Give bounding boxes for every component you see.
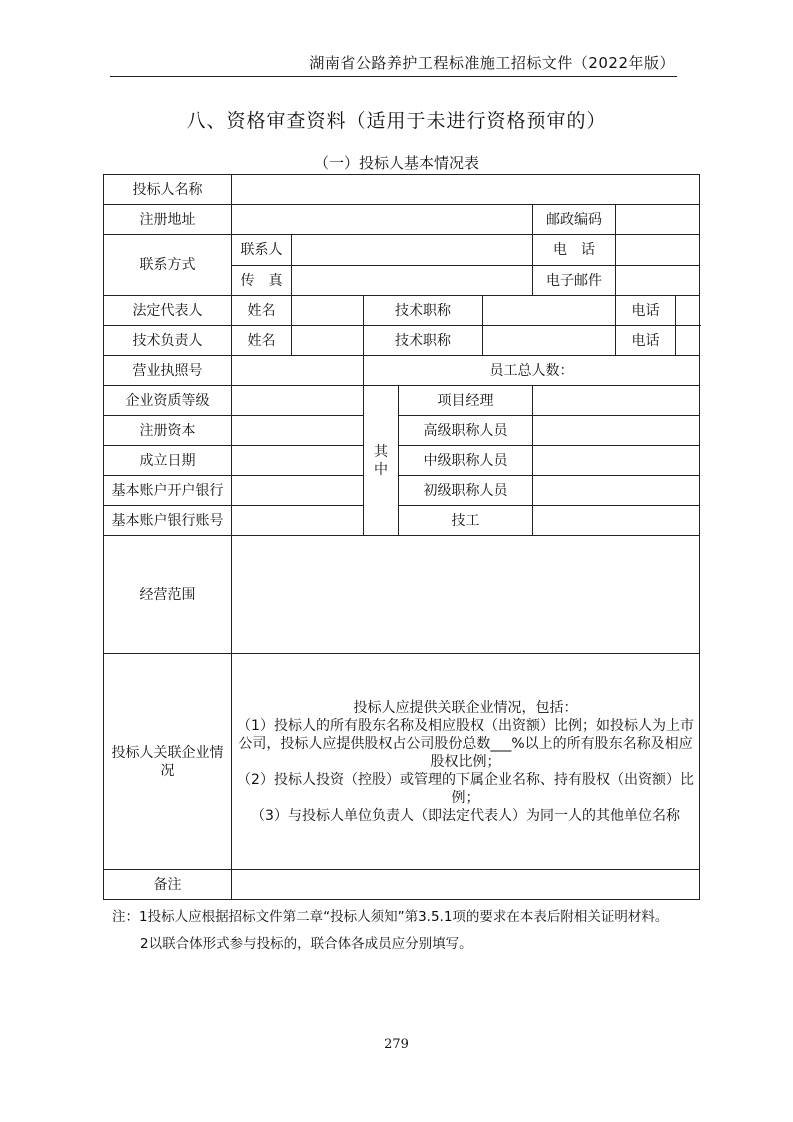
section-title: 八、资格审查资料（适用于未进行资格预审的） <box>186 110 607 132</box>
header-rule <box>110 76 677 77</box>
tech-head-title-cell[interactable] <box>483 326 616 356</box>
related-line: （3）与投标人单位负责人（即法定代表人）为同一人的其他单位名称 <box>251 807 680 824</box>
qual-grade-cell[interactable] <box>232 386 364 416</box>
business-scope-label: 经营范围 <box>104 536 232 654</box>
bank-account-label: 基本账户银行账号 <box>104 506 232 536</box>
legal-rep-title-label: 技术职称 <box>364 296 483 326</box>
remarks-label: 备注 <box>104 870 232 900</box>
legal-rep-title-cell[interactable] <box>483 296 616 326</box>
related-line: 例； <box>451 789 480 806</box>
contact-person-cell[interactable] <box>292 235 533 266</box>
tech-head-label: 技术负责人 <box>104 326 232 356</box>
running-header: 湖南省公路养护工程标准施工招标文件（2022年版） <box>309 54 675 72</box>
worker-cell[interactable] <box>533 506 700 536</box>
table-row <box>104 205 700 235</box>
note-2: 2以联合体形式参与投标的，联合体各成员应分别填写。 <box>140 936 473 952</box>
worker-label: 技工 <box>399 506 533 536</box>
tech-head-phone-cell[interactable] <box>676 326 700 356</box>
bank-name-cell[interactable] <box>232 476 364 506</box>
fax-label: 传 真 <box>232 266 292 296</box>
contact-method-label: 联系方式 <box>104 235 232 296</box>
table-row <box>104 175 700 205</box>
table-row <box>104 356 700 386</box>
tech-head-name-cell[interactable] <box>292 326 364 356</box>
related-line: （2）投标人投资（控股）或管理的下属企业名称、持有股权（出资额）比 <box>237 771 694 788</box>
table-row <box>104 446 700 476</box>
related-line: 投标人应提供关联企业情况，包括： <box>353 699 578 716</box>
table-row <box>104 296 700 326</box>
postal-code-cell[interactable] <box>616 205 700 235</box>
table-title: （一）投标人基本情况表 <box>313 154 479 172</box>
bidder-info-table <box>103 174 700 900</box>
phone-cell[interactable] <box>616 235 700 266</box>
pm-label: 项目经理 <box>399 386 533 416</box>
table-row <box>104 235 700 266</box>
table-row <box>104 386 700 416</box>
related-line: 公司，投标人应提供股权占公司股份总数___%以上的所有股东名称及相应 <box>238 735 693 752</box>
table-row <box>104 536 700 654</box>
table-row <box>104 870 700 900</box>
license-no-cell[interactable] <box>232 356 364 386</box>
middle-cell[interactable] <box>533 446 700 476</box>
contact-person-label: 联系人 <box>232 235 292 266</box>
bidder-name-cell[interactable] <box>232 175 700 205</box>
bank-account-cell[interactable] <box>232 506 364 536</box>
related-label-line-2: 况 <box>160 762 175 779</box>
notes <box>112 904 712 958</box>
senior-cell[interactable] <box>533 416 700 446</box>
legal-rep-phone-cell[interactable] <box>676 296 700 326</box>
legal-rep-name-label: 姓名 <box>232 296 292 326</box>
related-text-cell[interactable] <box>232 654 700 870</box>
email-label: 电子邮件 <box>533 266 616 296</box>
business-scope-cell[interactable] <box>232 536 700 654</box>
senior-label: 高级职称人员 <box>399 416 533 446</box>
reg-address-label: 注册地址 <box>104 205 232 235</box>
email-cell[interactable] <box>616 266 700 296</box>
among-label <box>364 386 399 536</box>
tech-head-title-label: 技术职称 <box>364 326 483 356</box>
middle-label: 中级职称人员 <box>399 446 533 476</box>
tech-head-name-label: 姓名 <box>232 326 292 356</box>
related-label <box>104 654 232 870</box>
legal-rep-label: 法定代表人 <box>104 296 232 326</box>
qual-grade-label: 企业资质等级 <box>104 386 232 416</box>
pm-cell[interactable] <box>533 386 700 416</box>
among-char-2: 中 <box>374 461 388 478</box>
table-row <box>104 416 700 446</box>
remarks-cell[interactable] <box>232 870 700 900</box>
reg-address-cell[interactable] <box>232 205 533 235</box>
among-char-1: 其 <box>374 443 388 460</box>
tech-head-phone-label: 电话 <box>616 326 676 356</box>
fax-cell[interactable] <box>292 266 533 296</box>
page-number: 279 <box>384 1037 409 1052</box>
phone-label: 电 话 <box>533 235 616 266</box>
bidder-name-label: 投标人名称 <box>104 175 232 205</box>
related-line: （1）投标人的所有股东名称及相应股权（出资额）比例；如投标人为上市 <box>237 717 694 734</box>
reg-capital-label: 注册资本 <box>104 416 232 446</box>
table-row <box>104 506 700 536</box>
est-date-cell[interactable] <box>232 446 364 476</box>
license-no-label: 营业执照号 <box>104 356 232 386</box>
est-date-label: 成立日期 <box>104 446 232 476</box>
table-row <box>104 476 700 506</box>
related-line: 股权比例； <box>430 753 501 770</box>
junior-label: 初级职称人员 <box>399 476 533 506</box>
table-row <box>104 654 700 870</box>
legal-rep-name-cell[interactable] <box>292 296 364 326</box>
postal-code-label: 邮政编码 <box>533 205 616 235</box>
legal-rep-phone-label: 电话 <box>616 296 676 326</box>
staff-total-label: 员工总人数： <box>364 356 700 386</box>
related-label-line-1: 投标人关联企业情 <box>111 744 224 761</box>
note-1: 注：1投标人应根据招标文件第二章“投标人须知”第3.5.1项的要求在本表后附相关证明材料。 <box>112 909 669 925</box>
junior-cell[interactable] <box>533 476 700 506</box>
table-row <box>104 326 700 356</box>
bank-name-label: 基本账户开户银行 <box>104 476 232 506</box>
reg-capital-cell[interactable] <box>232 416 364 446</box>
